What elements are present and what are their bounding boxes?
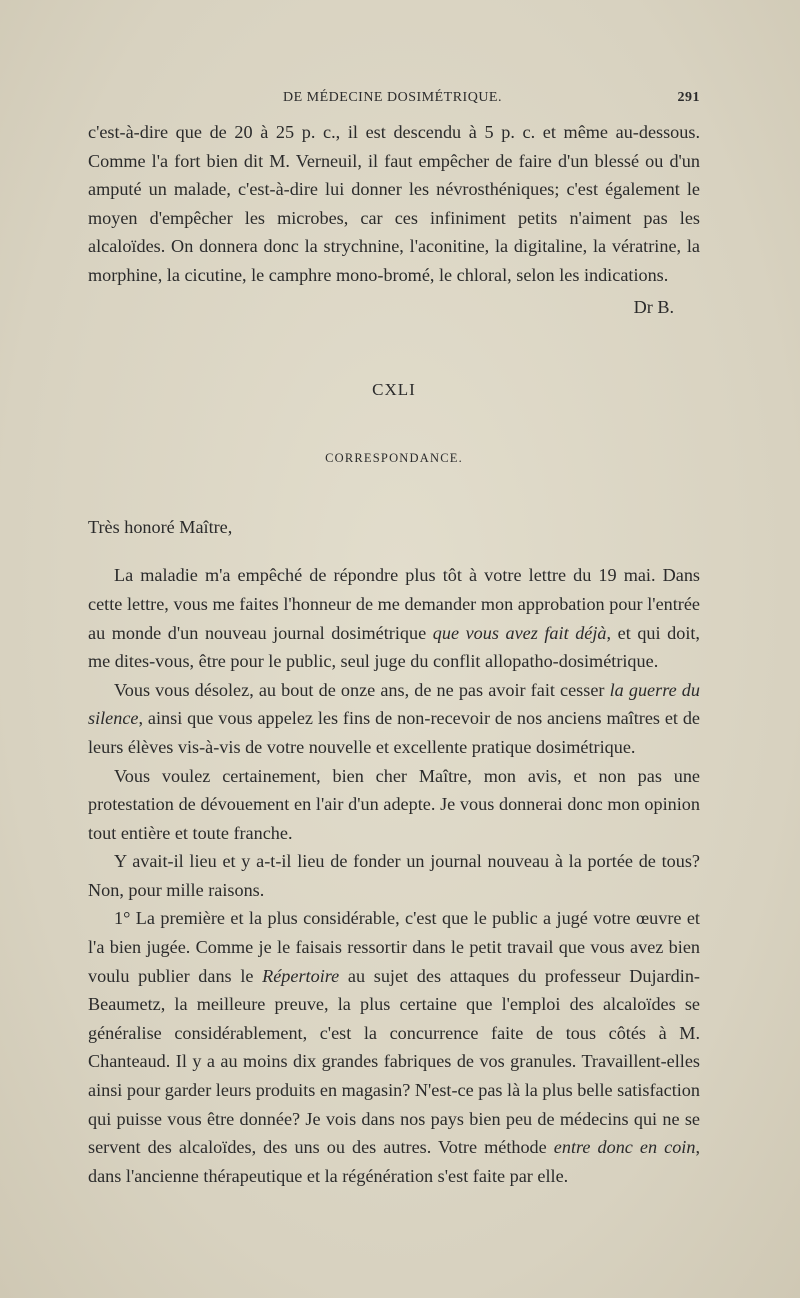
page-body — [88, 118, 700, 1190]
running-title: DE MÉDECINE DOSIMÉTRIQUE. — [283, 90, 502, 105]
italic-run: entre donc en coin — [553, 1137, 696, 1158]
text-run: , et qui doit, me dites-vous, être pour le public, seul juge du conflit allopatho-dosimétrique. — [88, 622, 700, 672]
italic-run: Répertoire — [262, 965, 340, 986]
page-header — [88, 90, 700, 112]
italic-run: la guerre du silence — [88, 679, 700, 729]
italic-run: que vous avez fait déjà — [432, 622, 607, 643]
text-run: au sujet des attaques du professeur Dujardin-Beaumetz, la meilleure preuve, la plus certaine que l'emploi des alcaloïdes se généralise considérablement, c'est la concurrence faite de tous côtés à M. Chanteaud. Il y a au moins dix grandes fabriques de vos granules. Travaillent-elles ainsi pour garder leurs produits en magasin? N'est-ce pas là la plus belle satisfaction qui puisse vous être donnée? Je vois dans nos pays bien peu de médecins qui ne se servent des alcaloïdes, des uns ou des autres. Votre méthode — [88, 965, 700, 1158]
paragraph-letter-4: Y avait-il lieu et y a-t-il lieu de fonder un journal nouveau à la portée de tous? Non, pour mille raisons. — [88, 851, 700, 900]
paragraph-letter-5 — [88, 904, 700, 1190]
paragraph-letter-1 — [88, 561, 700, 675]
salutation: Très honoré Maître, — [88, 516, 233, 537]
chapter-number: CXLI — [372, 379, 416, 399]
paragraph-letter-2 — [88, 676, 700, 762]
section-title: CORRESPONDANCE. — [325, 451, 463, 466]
text-run: , dans l'ancienne thérapeutique et la régénération s'est faite par elle. — [88, 1137, 700, 1186]
page-number: 291 — [677, 90, 700, 105]
text-run: , ainsi que vous appelez les fins de non-recevoir de nos anciens maîtres et de leurs élèves vis-à-vis de votre nouvelle et excellente pratique dosimétrique. — [88, 708, 700, 757]
text-run: La maladie m'a empêché de répondre plus tôt à votre lettre du 19 mai. Dans cette lettre, vous me faites l'honneur de me demander mon approbation pour l'entrée au monde d'un nouveau journal dosimétrique — [88, 565, 700, 643]
signature: Dr B. — [633, 296, 674, 317]
text-run: 1° La première et la plus considérable, c'est que le public a jugé votre œuvre et l'a bien jugée. Comme je le faisais ressortir dans le petit travail que vous avez bien voulu publier dans le — [88, 908, 700, 986]
text-run: Vous vous désolez, au bout de onze ans, de ne pas avoir fait cesser — [114, 679, 610, 700]
paragraph-letter-3: Vous voulez certainement, bien cher Maître, mon avis, et non pas une protestation de dévouement en l'air d'un adepte. Je vous donnerai donc mon opinion tout entière et toute franche. — [88, 765, 700, 843]
paragraph-continuation: c'est-à-dire que de 20 à 25 p. c., il est descendu à 5 p. c. et même au-dessous. Comme l'a fort bien dit M. Verneuil, il faut empêcher de faire d'un blessé ou d'un amputé un malade, c'est-à-dire lui donner les névrosthéniques; c'est également le moyen d'empêcher les microbes, car ces infiniment petits n'aiment pas les alcaloïdes. On donnera donc la strychnine, l'aconitine, la digitaline, la vératrine, la morphine, la cicutine, le camphre mono-bromé, le chloral, selon les indications. — [88, 122, 700, 285]
